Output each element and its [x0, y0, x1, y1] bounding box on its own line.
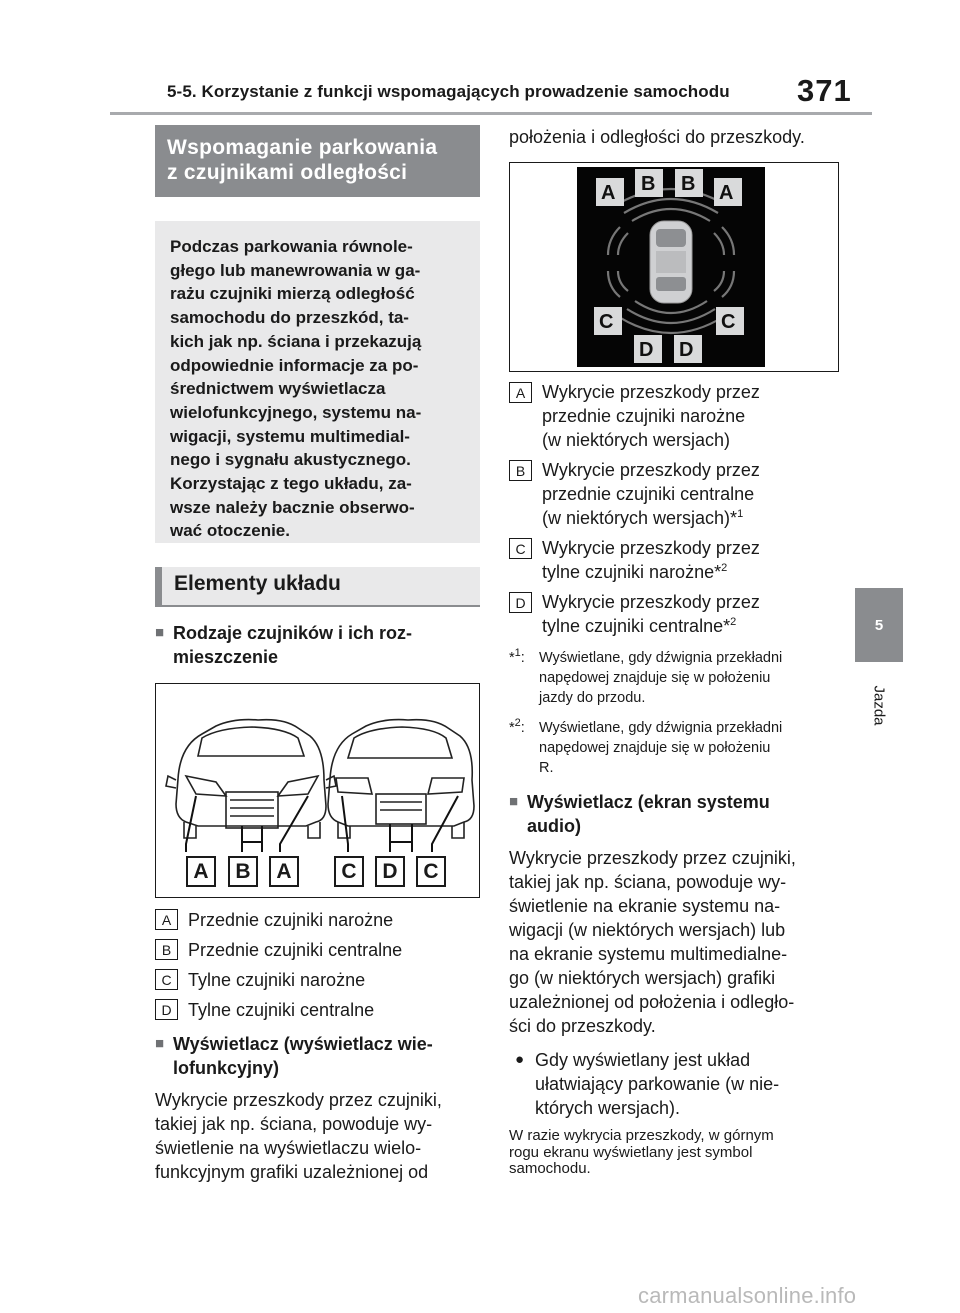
subheading-line: Rodzaje czujników i ich roz-: [173, 623, 413, 643]
footnote-number: 2: [514, 717, 521, 730]
footnote-number: 1: [514, 647, 521, 660]
legend-line: [542, 560, 760, 584]
legend-item: [509, 590, 839, 638]
display-screen-illustration: [510, 163, 837, 370]
square-bullet-icon: ■: [155, 624, 165, 641]
paragraph-line: wigacji (w niektórych wersjach) lub: [509, 920, 786, 940]
sensor-legend: [155, 908, 480, 1022]
screen-label-c-left: C: [599, 311, 614, 333]
legend-key: B: [155, 939, 178, 960]
screen-label-c-right: C: [721, 311, 736, 333]
legend-item: [155, 968, 480, 992]
screen-label-b-left: B: [641, 173, 656, 195]
footnote-line: napędowej znajduje się w położeniu: [539, 740, 771, 756]
page-number: 371: [797, 73, 852, 108]
intro-line: samochodu do przeszkód, ta-: [170, 308, 409, 328]
legend-key: C: [509, 538, 532, 559]
subheading-display: [155, 1032, 480, 1080]
screen-label-d-left: D: [639, 339, 654, 361]
sensor-layout-figure: [155, 683, 480, 898]
legend-item: [155, 998, 480, 1022]
figure-label: C: [334, 856, 364, 887]
intro-line: Korzystając z tego układu, za-: [170, 474, 412, 494]
intro-line: głego lub manewrowania w ga-: [170, 260, 421, 280]
paragraph-line: na ekranie systemu multimedialne-: [509, 944, 788, 964]
screen-label-b-right: B: [681, 173, 696, 195]
intro-line: nego i sygnału akustycznego.: [170, 450, 411, 470]
intro-line: kich jak np. ściana i przekazują: [170, 331, 422, 351]
paragraph-continuation: położenia i odległości do przeszkody.: [509, 127, 805, 147]
footnote-ref: 2: [721, 562, 728, 574]
subheading-line: mieszczenie: [173, 647, 279, 667]
legend-line: [542, 506, 760, 530]
footnote: [509, 718, 839, 778]
subheading-line: audio): [527, 816, 581, 836]
legend-line: Wykrycie przeszkody przez: [542, 460, 760, 480]
paragraph-line: ści do przeszkody.: [509, 1016, 656, 1036]
figure-label: A: [186, 856, 216, 887]
bullet-line: których wersjach).: [535, 1098, 681, 1118]
footnote-ref: 2: [730, 616, 737, 628]
legend-item: [155, 908, 480, 932]
small-note: [509, 1128, 839, 1178]
chapter-label: [862, 675, 896, 735]
legend-line: przednie czujniki centralne: [542, 484, 755, 504]
subheading-line: Wyświetlacz (ekran systemu: [527, 792, 770, 812]
intro-line: wać otoczenie.: [170, 521, 290, 541]
paragraph-line: Wykrycie przeszkody przez czujniki,: [509, 848, 796, 868]
watermark: carmanualsonline.info: [638, 1283, 857, 1308]
section-heading: Elementy układu: [155, 567, 480, 607]
footnote-mark: [509, 648, 539, 708]
running-header: 5-5. Korzystanie z funkcji wspomagających prowadzenie samochodu: [167, 82, 730, 101]
paragraph-display: [155, 1088, 480, 1184]
footnote-star: *: [509, 720, 515, 736]
display-screen-figure: [509, 162, 839, 372]
legend-key: A: [155, 909, 178, 930]
paragraph-line: świetlenie na wyświetlaczu wielo-: [155, 1138, 422, 1158]
legend-text: Tylne czujniki centralne: [188, 1000, 375, 1020]
section-title-line: z czujnikami odległości: [167, 161, 408, 184]
screen-label-a-right: A: [719, 182, 734, 204]
intro-line: odpowiednie informacje za po-: [170, 355, 419, 375]
chapter-tab: 5: [855, 588, 903, 662]
legend-key: C: [155, 969, 178, 990]
display-legend: [509, 380, 839, 638]
round-bullet-icon: ●: [515, 1051, 525, 1068]
legend-item: [509, 536, 839, 584]
legend-line-text: tylne czujniki narożne*: [542, 562, 722, 582]
figure-label: C: [416, 856, 446, 887]
legend-line-text: (w niektórych wersjach)*: [542, 508, 738, 528]
footnote-colon: :: [520, 720, 525, 736]
footnote-colon: :: [520, 650, 525, 666]
legend-key: D: [509, 592, 532, 613]
intro-box: [155, 221, 480, 543]
footnote-star: *: [509, 650, 515, 666]
intro-line: wsze należy bacznie obserwo-: [170, 497, 415, 517]
intro-line: wielofunkcyjnego, systemu na-: [170, 402, 422, 422]
subheading-audio-screen: [509, 790, 839, 838]
intro-line: średnictwem wyświetlacza: [170, 379, 386, 399]
legend-key: D: [155, 999, 178, 1020]
subheading-sensors: [155, 621, 480, 669]
paragraph-line: Wykrycie przeszkody przez czujniki,: [155, 1090, 442, 1110]
subheading-line: lofunkcyjny): [173, 1058, 280, 1078]
footnote-ref: 1: [737, 508, 744, 520]
legend-line: (w niektórych wersjach): [542, 430, 731, 450]
footnote-mark: [509, 718, 539, 778]
legend-text: Przednie czujniki centralne: [188, 940, 403, 960]
header-rule: [110, 112, 872, 115]
small-note-line: samochodu.: [509, 1160, 591, 1177]
figure-label: D: [375, 856, 405, 887]
legend-key: A: [509, 382, 532, 403]
section-title-line: Wspomaganie parkowania: [167, 136, 438, 159]
legend-line: [542, 614, 760, 638]
footnote-line: R.: [539, 760, 554, 776]
figure-label: B: [228, 856, 258, 887]
legend-line-text: tylne czujniki centralne*: [542, 616, 731, 636]
legend-text: Tylne czujniki narożne: [188, 970, 366, 990]
footnote: [509, 648, 839, 708]
screen-label-d-right: D: [679, 339, 694, 361]
bullet-line: ułatwiający parkowanie (w nie-: [535, 1074, 780, 1094]
legend-line: Wykrycie przeszkody przez: [542, 538, 760, 558]
left-column: [155, 125, 480, 1184]
paragraph-line: go (w niektórych wersjach) grafiki: [509, 968, 776, 988]
footnote-line: jazdy do przodu.: [539, 690, 646, 706]
footnote-line: Wyświetlane, gdy dźwignia przekładni: [539, 650, 783, 666]
legend-line: przednie czujniki narożne: [542, 406, 746, 426]
legend-text: Przednie czujniki narożne: [188, 910, 394, 930]
paragraph-line: uzależnionej od położenia i odległo-: [509, 992, 795, 1012]
small-note-line: rogu ekranu wyświetlany jest symbol: [509, 1143, 753, 1161]
bullet-item: [509, 1048, 839, 1120]
footnote-line: napędowej znajduje się w położeniu: [539, 670, 771, 686]
square-bullet-icon: ■: [509, 793, 519, 810]
paragraph-line: takiej jak np. ściana, powoduje wy-: [155, 1114, 433, 1134]
figure-label: A: [269, 856, 299, 887]
paragraph-line: świetlenie na ekranie systemu na-: [509, 896, 781, 916]
subheading-line: Wyświetlacz (wyświetlacz wie-: [173, 1034, 433, 1054]
square-bullet-icon: ■: [155, 1035, 165, 1052]
legend-key: B: [509, 460, 532, 481]
bullet-line: Gdy wyświetlany jest układ: [535, 1050, 751, 1070]
screen-label-a-left: A: [601, 182, 616, 204]
paragraph-line: funkcyjnym grafiki uzależnionej od: [155, 1162, 429, 1182]
intro-line: wigacji, systemu multimedial-: [170, 426, 410, 446]
chapter-label-text: Jazda: [870, 684, 888, 726]
paragraph-audio-screen: [509, 846, 839, 1038]
paragraph-line: takiej jak np. ściana, powoduje wy-: [509, 872, 787, 892]
intro-line: Podczas parkowania równole-: [170, 237, 413, 256]
legend-line: Wykrycie przeszkody przez: [542, 592, 760, 612]
right-column: [509, 125, 839, 1178]
legend-item: [509, 380, 839, 452]
legend-item: [509, 458, 839, 530]
footnote-line: Wyświetlane, gdy dźwignia przekładni: [539, 720, 783, 736]
legend-item: [155, 938, 480, 962]
small-note-line: W razie wykrycia przeszkody, w górnym: [509, 1127, 774, 1144]
intro-line: rażu czujniki mierzą odległość: [170, 284, 415, 304]
legend-line: Wykrycie przeszkody przez: [542, 382, 760, 402]
section-title-box: [155, 125, 480, 197]
